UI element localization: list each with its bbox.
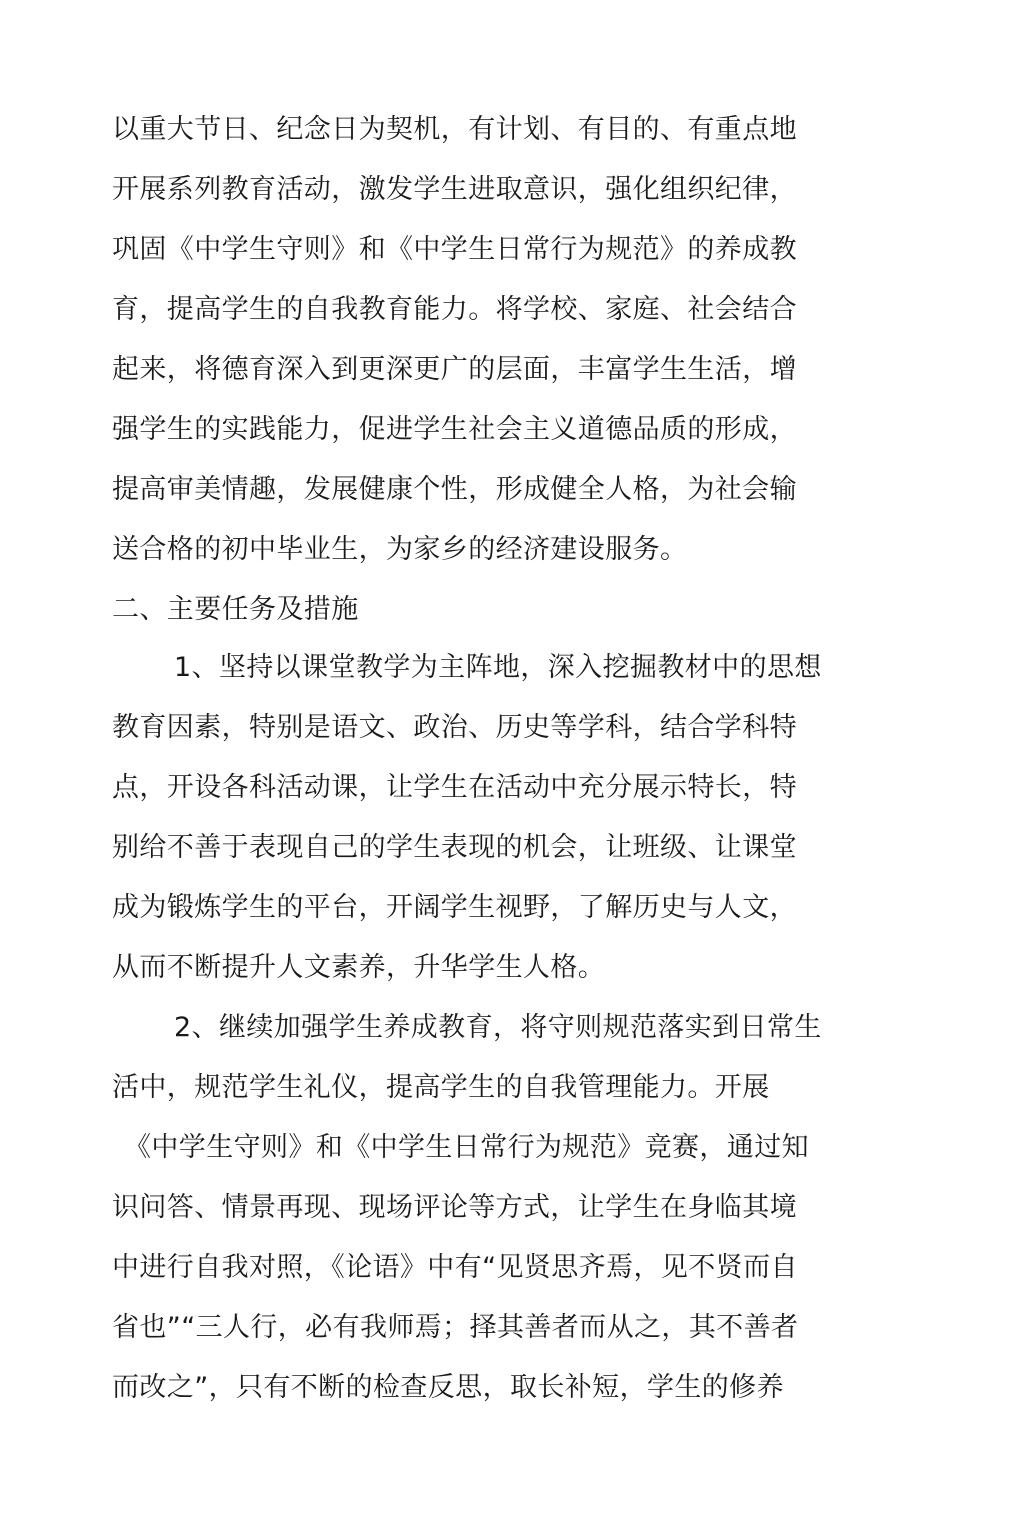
paragraph-line-19: 识问答、情景再现、现场评论等方式，让学生在身临其境 [112,1192,797,1223]
paragraph-line-5: 起来，将德育深入到更深更广的层面，丰富学生生活，增 [112,354,797,385]
paragraph-line-15: 从而不断提升人文素养，升华学生人格。 [112,952,606,983]
paragraph-line-11: 教育因素，特别是语文、政治、历史等学科，结合学科特 [112,712,797,743]
paragraph-line-21: 省也”“三人行，必有我师焉；择其善者而从之，其不善者 [112,1312,799,1343]
paragraph-line-13: 别给不善于表现自己的学生表现的机会，让班级、让课堂 [112,832,797,863]
paragraph-line-8: 送合格的初中毕业生，为家乡的经济建设服务。 [112,534,688,565]
paragraph-line-22: 而改之”，只有不断的检查反思，取长补短，学生的修养 [112,1372,784,1403]
paragraph-line-7: 提高审美情趣，发展健康个性，形成健全人格，为社会输 [112,474,797,505]
paragraph-line-18: 《中学生守则》和《中学生日常行为规范》竞赛，通过知 [124,1132,809,1163]
paragraph-line-17: 活中，规范学生礼仪，提高学生的自我管理能力。开展 [112,1072,770,1103]
section-heading: 二、主要任务及措施 [112,594,359,625]
paragraph-line-2: 开展系列教育活动，激发学生进取意识，强化组织纪律， [112,174,797,205]
paragraph-line-1: 以重大节日、纪念日为契机，有计划、有目的、有重点地 [112,114,797,145]
paragraph-line-20: 中进行自我对照，《论语》中有“见贤思齐焉，见不贤而自 [112,1252,798,1283]
paragraph-line-14: 成为锻炼学生的平台，开阔学生视野，了解历史与人文， [112,892,797,923]
paragraph-line-4: 育，提高学生的自我教育能力。将学校、家庭、社会结合 [112,294,797,325]
paragraph-line-10: 1、坚持以课堂教学为主阵地，深入挖掘教材中的思想 [174,652,822,683]
paragraph-line-6: 强学生的实践能力，促进学生社会主义道德品质的形成， [112,414,797,445]
paragraph-line-16: 2、继续加强学生养成教育，将守则规范落实到日常生 [174,1012,822,1043]
paragraph-line-12: 点，开设各科活动课，让学生在活动中充分展示特长，特 [112,772,797,803]
paragraph-line-3: 巩固《中学生守则》和《中学生日常行为规范》的养成教 [112,234,797,265]
